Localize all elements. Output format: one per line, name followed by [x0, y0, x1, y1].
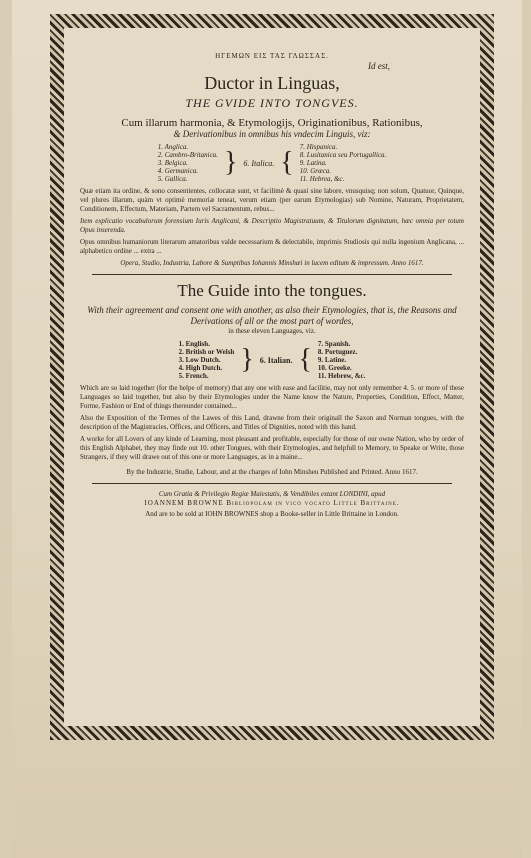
greek-title: ΗΓΕΜΩΝ ΕΙΣ ΤΑΣ ΓΛΩΣΣΑΣ. — [215, 52, 329, 60]
book-page — [12, 0, 522, 858]
latin-lang-left: 1. Anglica. 2. Cambro-Britanica. 3. Belgica. 4. Germanica. 5. Gallica. — [157, 143, 218, 183]
english-lang-right: 7. Spanish. 8. Portuguez. 9. Latine. 10. Greeke. 11. Hebrew, &c. — [317, 340, 366, 380]
english-languages — [74, 340, 470, 380]
imprint-line-2: IOANNEM BROWNE Bibliopolam in vico vocato Little Brittaine. — [144, 499, 400, 507]
english-subtitle-2: in these eleven Languages, viz. — [228, 327, 316, 335]
latin-lang-middle: 6. Italica. — [243, 158, 275, 168]
latin-subtitle-2: & Derivationibus in omnibus his vndecim Linguis, viz: — [173, 129, 371, 139]
imprint-line-3: And are to be sold at IOHN BROWNES shop a Booke-seller in Little Brittaine in London. — [145, 510, 399, 518]
latin-languages — [74, 143, 470, 183]
english-credit: By the Industrie, Studie, Labour, and at the charges of Iohn Minsheu Published and Printed. Anno 1617. — [126, 468, 418, 476]
english-title: The Guide into the tongues. — [177, 281, 367, 300]
english-paragraph-2: Also the Exposition of the Termes of the Lawes of this Land, drawne from their originall the Saxon and Norman tongues, with the description of the Magistracies, Offices, and Officers, and Titles of Dignities, noted with this hand. — [80, 414, 464, 431]
gothic-title: THE GVIDE INTO TONGVES. — [185, 96, 359, 110]
latin-lang-right: 7. Hispanica. 8. Lusitanica seu Portugallica. 9. Latina. 10. Græca. 11. Hebrea, &c. — [299, 143, 387, 183]
latin-subtitle: Cum illarum harmonia, & Etymologijs, Originationibus, Rationibus, — [121, 117, 423, 129]
brace-right-en: { — [298, 344, 312, 375]
imprint-line-1: Cum Gratia & Privilegio Regiæ Maiestatis, & Vendibiles extant LONDINI, apud — [158, 490, 386, 498]
decorative-border — [50, 14, 494, 740]
divider-2 — [92, 483, 452, 484]
english-paragraph-1: Which are so laid together (for the helpe of memory) that any one with ease and facilitie, may not only remember 4. 5. or more of these Languages so laid together, but also by their Etymologies under the Name know the Nature, Properties, Condition, Effect, Matter, Forme, Fashion or End of things thereunder contained... — [80, 384, 464, 410]
brace-right: { — [280, 147, 294, 178]
latin-credit: Opera, Studio, Industria, Labore & Sumptibus Iohannis Minshæi in lucem editum & impressum. Anno 1617. — [120, 259, 424, 267]
divider — [92, 274, 452, 275]
title-page-content — [74, 36, 470, 718]
english-lang-left: 1. English. 2. British or Welsh 3. Low Dutch. 4. High Dutch. 5. French. — [178, 340, 235, 380]
latin-paragraph-1: Quæ etiam ita ordine, & sono consentientes, collocatæ sunt, vt facilimè & quasi sine labore, vnusquisq; non solum, Quatuor, Quinque, vel plures illarum, quàm vt optimè memoriæ teneat, verum etiam (per earum Etymologias) sub Nomine, Naturam, Proprietatem, Conditionem, Effectum, Materiam, Partem vel Sacramentum, rebus... — [80, 187, 464, 213]
english-lang-middle: 6. Italian. — [259, 355, 293, 365]
english-subtitle: With their agreement and consent one with another, as also their Etymologies, that is, the Reasons and Derivations of all or the most part of wordes, — [87, 305, 457, 326]
brace-left-en: } — [240, 344, 254, 375]
id-est: Id est, — [368, 61, 390, 71]
brace-left: } — [223, 147, 238, 178]
english-paragraph-3: A worke for all Lovers of any kinde of Learning, most pleasant and profitable, especially for those of our owne Nation, who by order of this English Alphabet, they may finde out 10. other Tongues, with their Etymologies, and helpfull to Memory, to Speake or Write, those Strangers, if they will drawe out of this one or more Languages, as in a maine... — [80, 435, 464, 461]
latin-paragraph-3: Opus omnibus humaniorum literarum amatoribus valde necessarium & delectabile, imprimis Studiosis qui nulla ingenium Anglicana, ... alphabetico ordine ... extra ... — [80, 238, 464, 255]
latin-title: Ductor in Linguas, — [204, 73, 340, 93]
latin-paragraph-2: Item explicatio vocabulorum forensium Iuris Anglicani, & Descriptio Magistratuum, & Titulorum dignitatum, hæc omnia per totum Opus inserenda. — [80, 217, 464, 234]
